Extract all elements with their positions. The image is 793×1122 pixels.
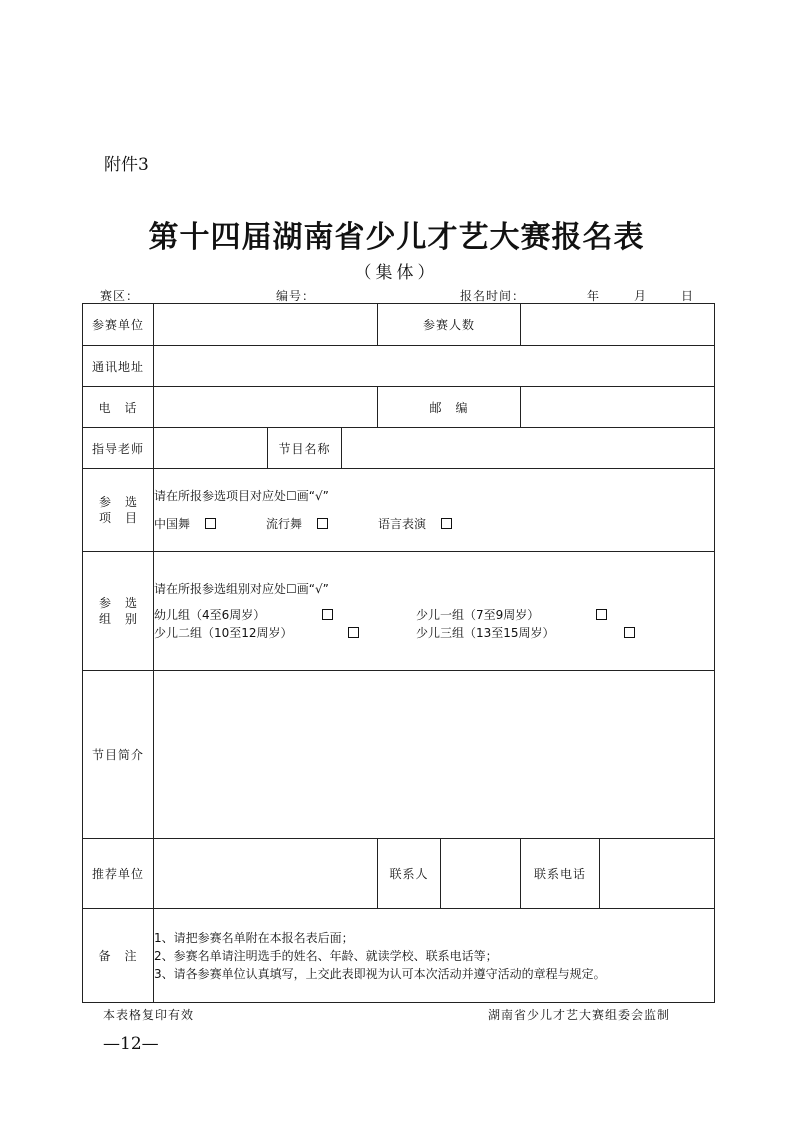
option-group-toddler: 幼儿组（4至6周岁） [154,608,266,622]
year-label: 年 [587,289,601,303]
option-group-junior-2: 少儿二组（10至12周岁） [154,626,293,640]
registration-table [82,303,715,1003]
day-label: 日 [681,289,695,303]
number-label: 编号： [276,289,316,303]
option-group-junior-3: 少儿三组（13至15周岁） [416,626,555,640]
contact-phone-label: 联系电话 [521,839,600,909]
table-row [83,428,715,469]
option-group-junior-1: 少儿一组（7至9周岁） [416,608,540,622]
division-label: 赛区： [100,289,140,303]
phone-input[interactable] [154,387,378,428]
option-language-performance: 语言表演 [378,515,452,533]
checkbox[interactable] [205,518,216,529]
teacher-input[interactable] [154,428,268,469]
checkbox[interactable] [348,624,359,642]
footer-issuer: 湖南省少儿才艺大赛组委会监制 [488,1008,671,1022]
number-field [276,287,405,304]
postcode-label: 邮 编 [378,387,521,428]
project-instruction: 请在所报参选项目对应处☐画“√” [154,489,329,503]
date-label: 报名时间： [460,289,526,303]
contact-input[interactable] [441,839,521,909]
intro-label: 节目简介 [83,671,154,839]
month-label: 月 [634,289,648,303]
table-row [83,552,715,671]
program-name-label: 节目名称 [268,428,342,469]
unit-label: 参赛单位 [83,304,154,346]
checkbox[interactable] [596,606,607,624]
note-item: 3、请各参赛单位认真填写，上交此表即视为认可本次活动并遵守活动的章程与规定。 [154,966,606,981]
table-row [83,387,715,428]
group-label: 参选 组别 [83,552,154,671]
division-field [100,287,234,304]
option-chinese-dance: 中国舞 [154,515,216,533]
address-label: 通讯地址 [83,346,154,387]
footer-copy-note: 本表格复印有效 [103,1008,195,1022]
attachment-label: 附件3 [104,155,149,175]
group-options-cell [154,552,715,671]
teacher-label: 指导老师 [83,428,154,469]
checkbox[interactable] [322,606,333,624]
address-input[interactable] [154,346,715,387]
checkbox[interactable] [624,624,635,642]
project-label: 参选 项目 [83,469,154,552]
table-row [83,671,715,839]
notes-cell [154,909,715,1003]
intro-input[interactable] [154,671,715,839]
date-field [460,287,694,304]
form-subtitle: （集体） [354,263,439,283]
page-number: —12— [103,1034,159,1054]
program-name-input[interactable] [342,428,715,469]
unit-input[interactable] [154,304,378,346]
count-label: 参赛人数 [378,304,521,346]
group-instruction: 请在所报参选组别对应处☐画“√” [154,582,329,596]
table-row [83,304,715,346]
note-item: 2、参赛名单请注明选手的姓名、年龄、就读学校、联系电话等； [154,948,498,963]
recommend-label: 推荐单位 [83,839,154,909]
project-options-cell [154,469,715,552]
checkbox[interactable] [441,518,452,529]
option-pop-dance: 流行舞 [266,515,328,533]
table-row [83,909,715,1003]
phone-label: 电 话 [83,387,154,428]
table-row [83,469,715,552]
contact-phone-input[interactable] [600,839,715,909]
notes-label: 备 注 [83,909,154,1003]
contact-label: 联系人 [378,839,441,909]
form-title: 第十四届湖南省少儿才艺大赛报名表 [148,220,645,255]
checkbox[interactable] [317,518,328,529]
recommend-input[interactable] [154,839,378,909]
table-row [83,346,715,387]
count-input[interactable] [521,304,715,346]
note-item: 1、请把参赛名单附在本报名表后面； [154,930,354,945]
table-row [83,839,715,909]
postcode-input[interactable] [521,387,715,428]
